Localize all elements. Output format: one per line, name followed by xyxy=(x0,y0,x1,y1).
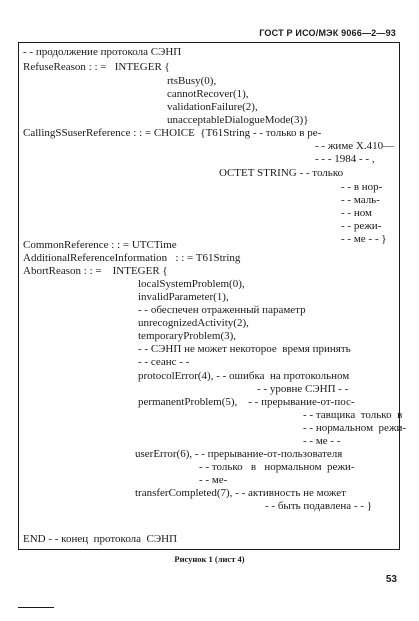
listing-line: cannotRecover(1), xyxy=(167,88,249,100)
figure-caption: Рисунок 1 (лист 4) xyxy=(174,554,245,564)
listing-line: - - тавщика только в xyxy=(303,409,403,421)
listing-line: temporaryProblem(3), xyxy=(138,330,237,342)
listing-line: AbortReason : : = INTEGER { xyxy=(23,265,168,277)
listing-line: - - - 1984 - - , xyxy=(315,153,375,165)
listing-line: - - ме - - xyxy=(303,435,341,447)
listing-line: unacceptableDialogueMode(3)} xyxy=(167,114,309,126)
page-number: 53 xyxy=(385,574,397,585)
listing-line: CommonReference : : = UTCTime xyxy=(23,239,177,251)
listing-line: CallingSSuserReference : : = CHOICE {T61String - - только в ре- xyxy=(23,127,322,139)
listing-line: transferCompleted(7), - - активность не может xyxy=(135,487,346,499)
listing-line: invalidParameter(1), xyxy=(138,291,229,303)
listing-line: - - продолжение протокола СЭНП xyxy=(23,46,182,58)
protocol-listing-frame xyxy=(18,42,407,550)
listing-line: - - жиме X.410— xyxy=(315,140,395,152)
listing-line: protocolError(4), - - ошибка на протокольном xyxy=(138,370,350,382)
footer-rule xyxy=(18,607,54,608)
listing-line: RefuseReason : : = INTEGER { xyxy=(23,61,170,73)
listing-line: - - ном xyxy=(341,207,372,219)
listing-line: - - нормальном режи- xyxy=(303,422,407,434)
listing-line: - - уровне СЭНП - - xyxy=(257,383,349,395)
listing-line: userError(6), - - прерывание-от-пользователя xyxy=(135,448,343,460)
listing-line: END - - конец протокола СЭНП xyxy=(23,533,178,545)
listing-line: - - сеанс - - xyxy=(138,356,190,368)
listing-line: - - ме- xyxy=(199,474,228,486)
listing-line: - - маль- xyxy=(341,194,380,206)
listing-line: - - быть подавлена - - } xyxy=(265,500,372,512)
listing-line: - - ме - - } xyxy=(341,233,387,245)
listing-line: - - только в нормальном режи- xyxy=(199,461,355,473)
listing-line: permanentProblem(5), - - прерывание-от-пос- xyxy=(138,396,355,408)
listing-line: unrecognizedActivity(2), xyxy=(138,317,249,329)
listing-line: rtsBusy(0), xyxy=(167,75,217,87)
listing-line: - - обеспечен отраженный параметр xyxy=(138,304,306,316)
document-header: ГОСТ Р ИСО/МЭК 9066—2—93 xyxy=(259,28,396,38)
listing-line: - - СЭНП не может некоторое время принять xyxy=(138,343,351,355)
listing-line: validationFailure(2), xyxy=(167,101,258,113)
listing-line: AdditionalReferenceInformation : : = T61String xyxy=(23,252,241,264)
listing-line: - - в нор- xyxy=(341,181,383,193)
listing-line: - - режи- xyxy=(341,220,382,232)
listing-line: OCTET STRING - - только xyxy=(219,167,344,179)
listing-line: localSystemProblem(0), xyxy=(138,278,245,290)
